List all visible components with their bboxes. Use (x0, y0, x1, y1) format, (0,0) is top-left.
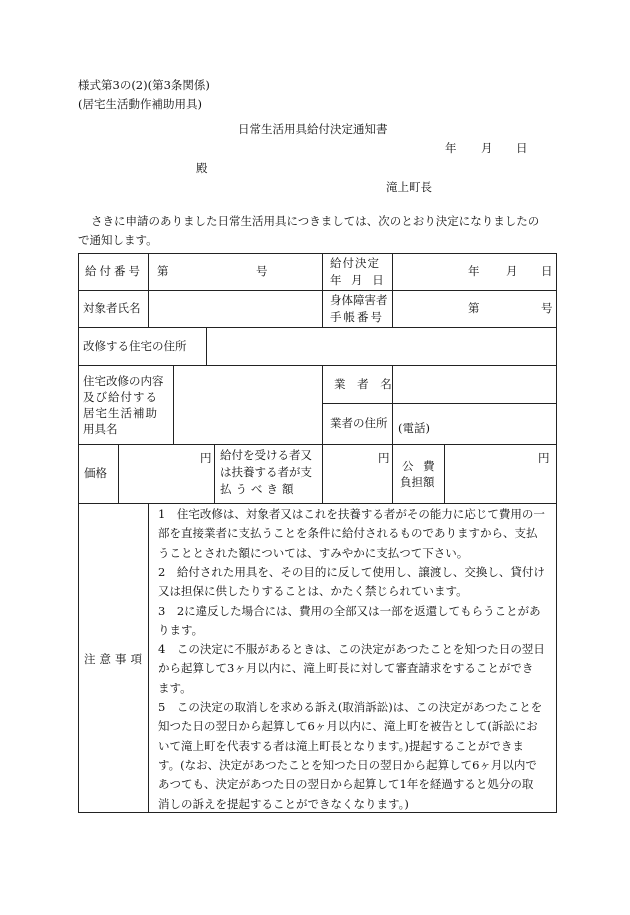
decision-day-label: 日 (541, 264, 553, 278)
intro-line-2: で通知します。 (78, 233, 158, 247)
self-burden-label-3: 払うべき額 (220, 482, 298, 496)
self-burden-label-1: 給付を受ける者又 (220, 448, 312, 462)
note-line: 4 この決定に不服があるときは、この決定があつたことを知つた日の翌日 (158, 642, 545, 657)
certificate-label-1: 身体障害者 (330, 293, 388, 307)
note-line: うこととされた額については、すみやかに支払つて下さい。 (158, 545, 469, 560)
note-line: ります。 (158, 622, 204, 637)
self-burden-yen-label: 円 (378, 451, 390, 465)
note-line: から起算して3ヶ月以内に、滝上町長に対して審査請求をすることができ (158, 661, 534, 676)
note-line: いて滝上町を代表する者は滝上町長となります。)提起することができま (158, 738, 524, 753)
decision-date-label-2: 年 月 日 (330, 273, 387, 287)
note-line: す。(なお、決定があつたことを知つた日の翌日から起算して6ヶ月以内で (158, 757, 537, 772)
renovation-content-label-3: 居宅生活補助 (83, 406, 158, 420)
note-line: 5 この決定の取消しを求める訴え(取消訴訟)は、この決定があつたことを (158, 700, 543, 714)
decision-date-label-1: 給付決定 (330, 256, 380, 270)
self-burden-label-2: は扶養する者が支 (220, 465, 312, 479)
note-line: 消しの訴えを提起することができなくなります。) (158, 796, 409, 811)
vendor-address-label: 業者の住所 (330, 416, 388, 430)
benefit-number-prefix: 第 (157, 264, 169, 278)
renovation-content-label-2: 及び給付する (83, 390, 158, 404)
notes-label: 注意事項 (84, 652, 146, 666)
benefit-number-suffix: 号 (256, 264, 268, 278)
date-month-label: 月 (481, 141, 493, 155)
subject-name-label: 対象者氏名 (83, 301, 141, 315)
note-line: 部を直接業者に支払うことを条件に給付されるものでありますから、支払 (158, 526, 538, 541)
date-day-label: 日 (516, 141, 528, 155)
recipient-honorific: 殿 (196, 161, 208, 175)
public-burden-label-1: 公 費 (402, 459, 438, 473)
decision-table (78, 253, 557, 813)
vendor-name-label: 業 者 名 (334, 377, 396, 391)
date-year-label: 年 (445, 141, 457, 155)
certificate-number-prefix: 第 (468, 301, 480, 315)
form-number: 様式第3の(2)(第3条関係) (78, 78, 210, 92)
price-label: 価格 (84, 466, 107, 480)
benefit-number-label: 給付番号 (85, 264, 143, 278)
note-line: 知つた日の翌日から起算して6ヶ月以内に、滝上町を被告として(訴訟にお (158, 719, 538, 734)
form-category: (居宅生活動作補助用具) (78, 97, 202, 111)
renovation-content-label-1: 住宅改修の内容 (83, 374, 164, 388)
note-line: 又は担保に供したりすることは、かたく禁じられています。 (158, 584, 468, 599)
price-yen-label: 円 (200, 451, 212, 465)
public-burden-yen-label: 円 (538, 451, 550, 465)
renovation-content-label-4: 用具名 (83, 422, 118, 436)
vendor-phone-label: (電話) (398, 421, 430, 435)
public-burden-label-2: 負担額 (400, 475, 435, 489)
note-line: 1 住宅改修は、対象者又はこれを扶養する者がその能力に応じて費用の一 (158, 507, 545, 521)
document-title: 日常生活用具給付決定通知書 (238, 122, 388, 136)
decision-month-label: 月 (506, 264, 518, 278)
decision-year-label: 年 (468, 264, 480, 278)
note-line: 2 給付された用具を、その目的に反して使用し、譲渡し、交換し、貸付け (158, 564, 545, 579)
renovation-address-label: 改修する住宅の住所 (83, 339, 187, 353)
note-line: ます。 (158, 680, 192, 695)
certificate-label-2: 手帳番号 (330, 310, 384, 324)
note-line: あつても、決定があつた日の翌日から起算して1年を経過すると処分の取 (158, 777, 534, 792)
issuer-name: 滝上町長 (386, 180, 432, 194)
intro-line-1: さきに申請のありました日常生活用具につきましては、次のとおり決定になりましたの (91, 214, 540, 228)
note-line: 3 2に違反した場合には、費用の全部又は一部を返還してもらうことがあ (158, 603, 541, 618)
certificate-number-suffix: 号 (541, 301, 553, 315)
